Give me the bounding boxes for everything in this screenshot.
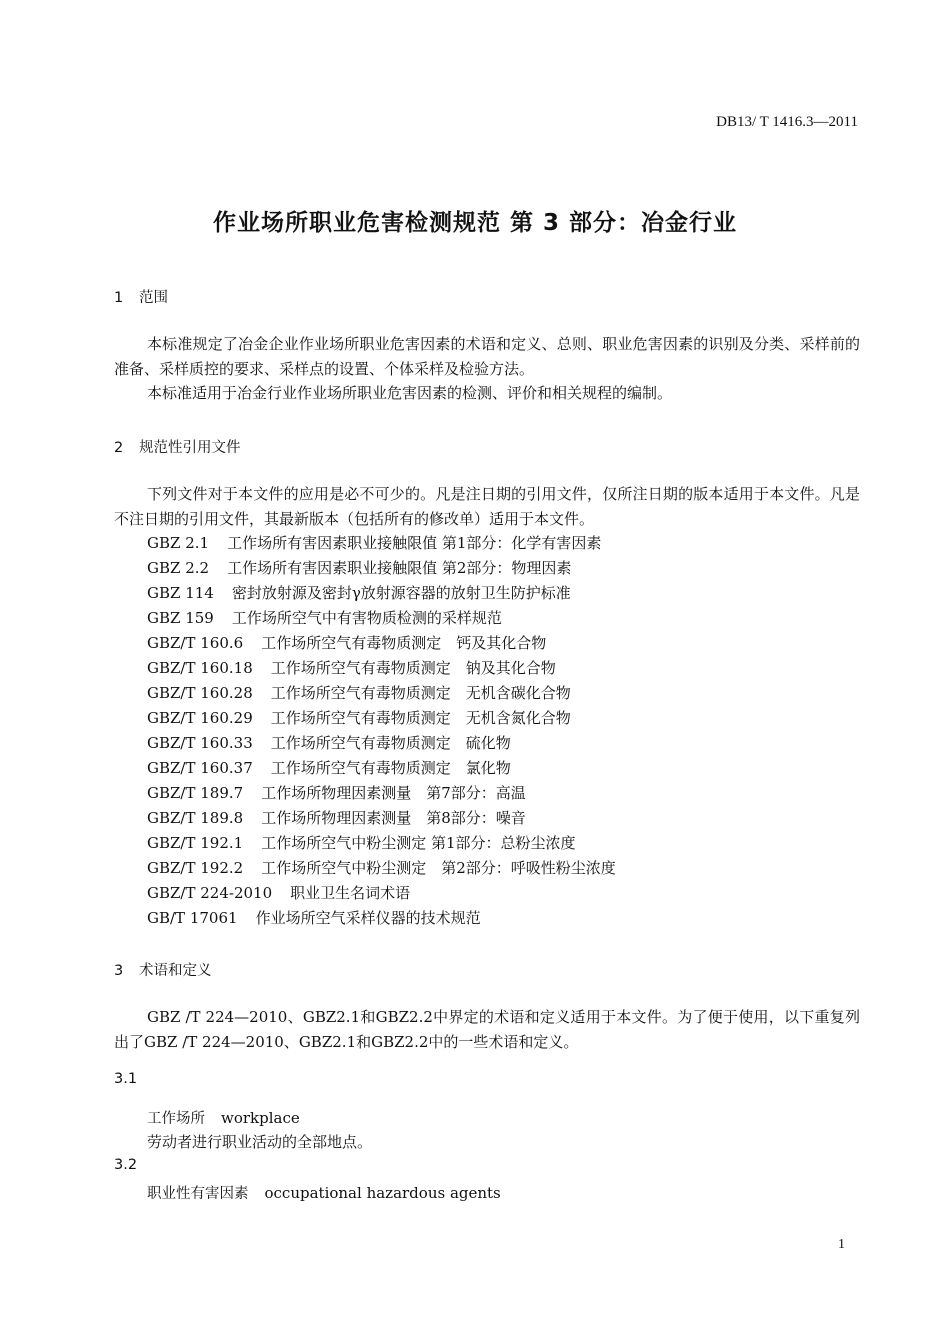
reference-title: 密封放射源及密封γ放射源容器的放射卫生防护标准 [231,584,571,602]
reference-item [147,756,616,781]
reference-code: GBZ/T 189.8 [147,809,244,827]
reference-item [147,856,616,881]
term-entry [147,1182,501,1203]
reference-title: 作业场所空气采样仪器的技术规范 [255,909,481,927]
reference-code: GBZ/T 192.1 [147,834,244,852]
reference-code: GBZ/T 160.37 [147,759,253,777]
reference-item [147,531,616,556]
reference-title: 工作场所空气有毒物质测定 硫化物 [270,734,511,752]
section-heading-normative-refs [114,436,241,457]
term-zh: 职业性有害因素 [147,1186,249,1202]
scope-paragraph-1: 本标准规定了冶金企业作业场所职业危害因素的术语和定义、总则、职业危害因素的识别及分类、采样前的准备、采样质控的要求、采样点的设置、个体采样及检验方法。 [114,335,860,378]
reference-code: GBZ 114 [147,584,214,602]
reference-code: GBZ/T 160.29 [147,709,253,727]
reference-code: GBZ/T 160.6 [147,634,244,652]
reference-item [147,681,616,706]
reference-code: GBZ 159 [147,609,214,627]
reference-item [147,656,616,681]
standard-code: DB13/ T 1416.3—2011 [716,114,858,130]
reference-code: GBZ 2.2 [147,559,210,577]
scope-paragraph-2: 本标准适用于冶金行业作业场所职业危害因素的检测、评价和相关规程的编制。 [147,384,673,402]
reference-code: GBZ/T 160.33 [147,734,253,752]
term-definition: 劳动者进行职业活动的全部地点。 [147,1133,373,1151]
reference-item [147,556,616,581]
reference-title: 职业卫生名词术语 [290,884,411,902]
reference-title: 工作场所有害因素职业接触限值 第1部分：化学有害因素 [227,534,602,552]
term-zh: 工作场所 [147,1111,205,1127]
reference-code: GBZ/T 192.2 [147,859,244,877]
reference-item [147,831,616,856]
reference-item [147,731,616,756]
reference-code: GBZ/T 160.18 [147,659,253,677]
reference-item [147,706,616,731]
reference-title: 工作场所空气中有害物质检测的采样规范 [231,609,502,627]
reference-code: GBZ 2.1 [147,534,210,552]
page-number: 1 [838,1237,845,1252]
document-title: 作业场所职业危害检测规范 第 3 部分：冶金行业 [212,210,738,236]
term-entry [147,1107,300,1128]
reference-item [147,781,616,806]
reference-item [147,881,616,906]
reference-title: 工作场所空气有毒物质测定 氯化物 [270,759,511,777]
reference-title: 工作场所物理因素测量 第8部分：噪音 [261,809,526,827]
reference-title: 工作场所空气有毒物质测定 钠及其化合物 [270,659,556,677]
section-number: 2 [114,440,124,456]
reference-item [147,906,616,931]
reference-title: 工作场所空气有毒物质测定 钙及其化合物 [261,634,547,652]
section-title: 术语和定义 [139,963,212,979]
reference-title: 工作场所空气中粉尘测定 第2部分：呼吸性粉尘浓度 [261,859,616,877]
reference-item [147,606,616,631]
section-heading-scope [114,286,168,307]
reference-code: GBZ/T 224-2010 [147,884,273,902]
reference-code: GBZ/T 160.28 [147,684,253,702]
reference-item [147,806,616,831]
section-number: 1 [114,290,124,306]
reference-code: GB/T 17061 [147,909,238,927]
reference-title: 工作场所物理因素测量 第7部分：高温 [261,784,526,802]
reference-code: GBZ/T 189.7 [147,784,244,802]
reference-title: 工作场所空气有毒物质测定 无机含氮化合物 [270,709,571,727]
reference-title: 工作场所空气中粉尘测定 第1部分：总粉尘浓度 [261,834,576,852]
term-number: 3.1 [114,1071,138,1087]
term-en: occupational hazardous agents [264,1184,501,1202]
term-en: workplace [221,1109,300,1127]
reference-title: 工作场所空气有毒物质测定 无机含碳化合物 [270,684,571,702]
section-heading-terms [114,959,212,980]
reference-item [147,581,616,606]
section-title: 范围 [139,290,168,306]
normative-refs-intro: 下列文件对于本文件的应用是必不可少的。凡是注日期的引用文件，仅所注日期的版本适用于本文件。凡是不注日期的引用文件，其最新版本（包括所有的修改单）适用于本文件。 [114,485,860,528]
reference-item [147,631,616,656]
reference-list [147,531,616,931]
section-number: 3 [114,963,124,979]
reference-title: 工作场所有害因素职业接触限值 第2部分：物理因素 [227,559,572,577]
section-title: 规范性引用文件 [139,440,241,456]
terms-intro: GBZ /T 224—2010、GBZ2.1和GBZ2.2中界定的术语和定义适用于本文件。为了便于使用，以下重复列出了GBZ /T 224—2010、GBZ2.1和GBZ2.2中的一些术语和定义。 [114,1008,860,1051]
term-number: 3.2 [114,1157,138,1173]
